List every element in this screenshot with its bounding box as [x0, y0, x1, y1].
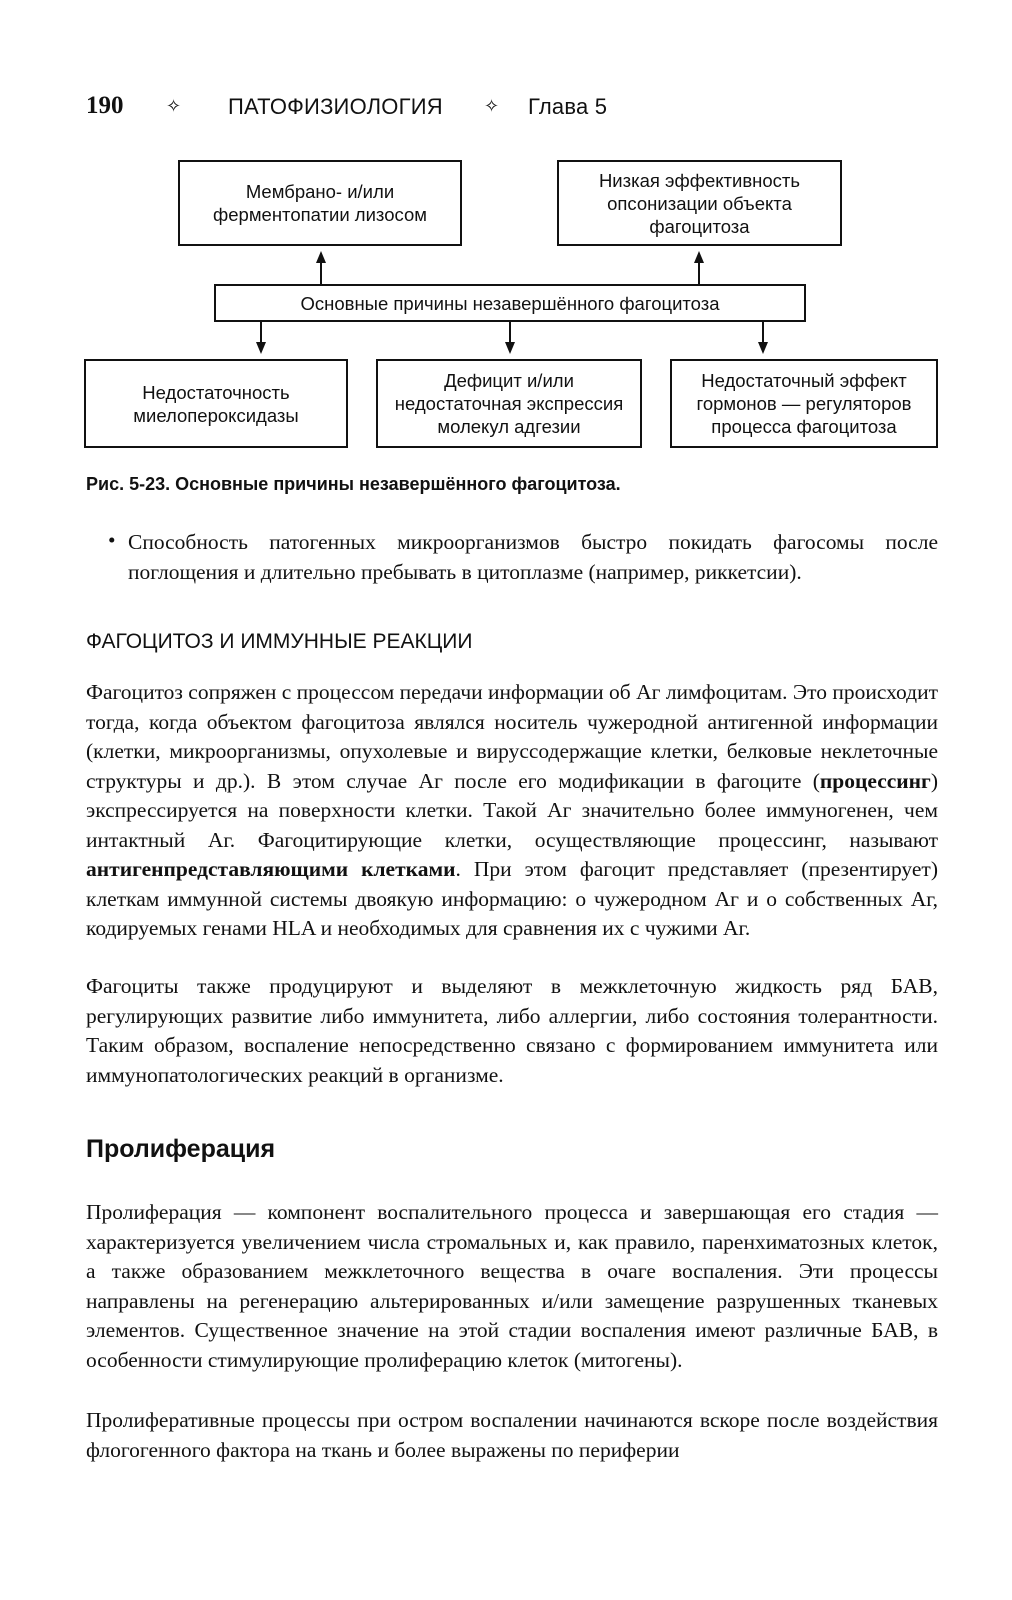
box-lysosome-enzymopathy: Мембрано- и/или ферментопатии лизосом [178, 160, 462, 246]
box-main-causes: Основные причины незавершённого фагоцитоза [214, 284, 806, 322]
arrow-up-head [316, 251, 326, 263]
running-title: ПАТОФИЗИОЛОГИЯ [228, 94, 443, 119]
term-apc: антигенпредставляющими клетками [86, 857, 456, 881]
bullet-icon: • [108, 528, 116, 552]
paragraph: Фагоцитоз сопряжен с процессом передачи информации об Аг лимфоцитам. Это происходит тогда, когда объектом фагоцитоза являлся носитель чужеродной антигенной информации (клетки, микроорганизмы, опухолевые и вируссодержащие клетки, белковые неклеточные структуры и др.). В этом случае Аг после его модификации в фагоците (процессинг) экспрессируется на поверхности клетки. Такой Аг значительно более иммуногенен, чем интактный Аг. Фагоцитирующие клетки, осуществляющие процессинг, называют антигенпредставляющими клетками. При этом фагоцит представляет (презентирует) клеткам иммунной системы двоякую информацию: о чужеродном Аг и о собственных Аг, кодируемых генами HLA и необходимых для сравнения их с чужими Аг. [86, 680, 939, 940]
paragraph: Фагоциты также продуцируют и выделяют в межклеточную жидкость ряд БАВ, регулирующих развитие либо иммунитета, либо аллергии, либо состояния толерантности. Таким образом, воспаление непосредственно связано с формированием иммунитета или иммунопатологических реакций в организме. [86, 974, 938, 1087]
box-myeloperoxidase: Недостаточность миелопероксидазы [84, 359, 348, 448]
figure-caption: Рис. 5-23. Основные причины незавершённого фагоцитоза. [86, 474, 621, 494]
arrow-down-head [505, 342, 515, 354]
arrow-down-head [256, 342, 266, 354]
box-adhesion-molecules: Дефицит и/или недостаточная экспрессия молекул адгезии [376, 359, 642, 448]
box-low-opsonization: Низкая эффективность опсонизации объекта фагоцитоза [557, 160, 842, 246]
diamond-icon: ✧ [484, 96, 500, 116]
chapter-label: Глава 5 [528, 94, 608, 119]
section-heading: Пролиферация [86, 1135, 276, 1163]
box-hormone-effect: Недостаточный эффект гормонов — регуляторов процесса фагоцитоза [670, 359, 938, 448]
section-heading: ФАГОЦИТОЗ И ИММУННЫЕ РЕАКЦИИ [86, 630, 473, 653]
diamond-icon: ✧ [166, 96, 182, 116]
arrow-down-head [758, 342, 768, 354]
paragraph: Пролиферативные процессы при остром воспалении начинаются вскоре после воздействия флогогенного фактора на ткань и более выражены по периферии [86, 1408, 938, 1462]
bullet-paragraph: Способность патогенных микроорганизмов быстро покидать фагосомы после поглощения и длительно пребывать в цитоплазме (например, риккетсии). [128, 530, 938, 584]
paragraph: Пролиферация — компонент воспалительного процесса и завершающая его стадия — характеризуется увеличением числа стромальных и, как правило, паренхиматозных клеток, а также образованием межклеточного вещества в очаге воспаления. Эти процессы направлены на регенерацию альтерированных и/или замещение разрушенных тканевых элементов. Существенное значение на этой стадии воспаления имеют различные БАВ, в особенности стимулирующие пролиферацию клеток (митогены). [86, 1200, 938, 1372]
page-number: 190 [86, 92, 124, 119]
term-processing: процессинг [819, 768, 931, 793]
arrow-up-head [694, 251, 704, 263]
